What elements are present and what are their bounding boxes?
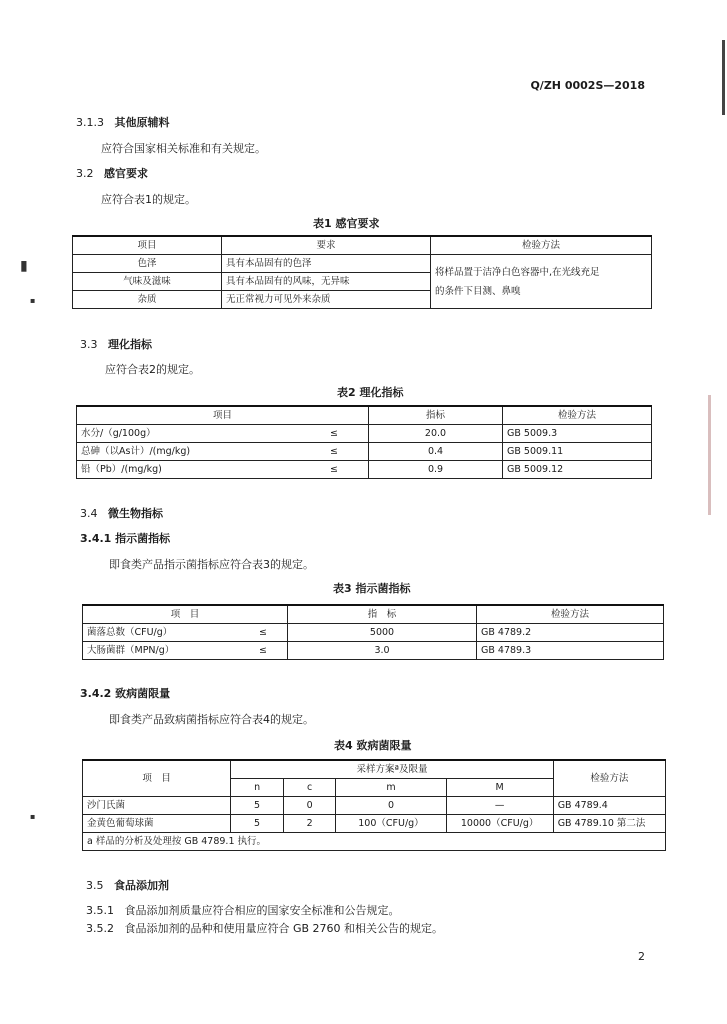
table-header-cell: c (283, 779, 336, 797)
table-cell: GB 5009.12 (503, 461, 652, 479)
table-cell: — (446, 797, 553, 815)
section-number: 3.2 (76, 167, 94, 180)
table-header-row (77, 406, 652, 425)
method-line: 的条件下目测、鼻嗅 (435, 285, 521, 297)
table-cell: 5 (231, 797, 284, 815)
table-cell: GB 5009.11 (503, 443, 652, 461)
table-header-cell: 检验方法 (431, 236, 652, 255)
table-cell: 水分/（g/100g） (77, 425, 301, 443)
table-row (83, 797, 666, 815)
table-header-row (83, 760, 666, 779)
table-cell: 0.4 (369, 443, 503, 461)
table-cell: 杂质 (73, 291, 222, 309)
section-3-1-3-heading (76, 114, 170, 130)
section-3-5-2-text (86, 920, 443, 936)
table-cell: 0 (336, 797, 446, 815)
section-title: 微生物指标 (108, 507, 163, 520)
scan-edge-line (722, 40, 725, 115)
table-cell: 气味及滋味 (73, 273, 222, 291)
table-cell: 0 (283, 797, 336, 815)
section-number: 3.5 (86, 879, 104, 892)
table-cell: 0.9 (369, 461, 503, 479)
table1-sensory (72, 235, 652, 309)
table-header-cell: 要求 (222, 236, 431, 255)
table-cell: 总砷（以As计）/(mg/kg) (77, 443, 301, 461)
section-3-1-3-text: 应符合国家相关标准和有关规定。 (101, 142, 266, 155)
table-header-cell: 项目 (77, 406, 369, 425)
section-number: 3.5.1 (86, 904, 114, 917)
table-cell: 具有本品固有的风味，无异味 (222, 273, 431, 291)
table-header-cell: 检验方法 (503, 406, 652, 425)
table4-pathogen-limits (82, 759, 666, 851)
section-3-4-1-text: 即食类产品指示菌指标应符合表3的规定。 (109, 558, 314, 571)
section-3-5-heading (86, 877, 169, 893)
section-3-4-heading (80, 505, 163, 521)
stamp-fragment (708, 395, 727, 515)
table-header-cell: 项目 (73, 236, 222, 255)
section-title: 食品添加剂 (114, 879, 169, 892)
table-row (83, 815, 666, 833)
table-cell: 金黄色葡萄球菌 (83, 815, 231, 833)
standard-code: Q/ZH 0002S—2018 (530, 79, 645, 92)
lte-symbol: ≤ (300, 425, 369, 443)
table-cell: 100（CFU/g） (336, 815, 446, 833)
table-header-cell: 检验方法 (477, 605, 664, 624)
section-3-4-2-heading: 3.4.2 致病菌限量 (80, 687, 171, 700)
table-header-row (83, 605, 664, 624)
table4-footnote: a 样品的分析及处理按 GB 4789.1 执行。 (83, 833, 666, 851)
table-header-cell: n (231, 779, 284, 797)
table-cell: 铅（Pb）/(mg/kg) (77, 461, 301, 479)
table-cell: 20.0 (369, 425, 503, 443)
table-header-row (73, 236, 652, 255)
table-row (83, 642, 664, 660)
table-cell: 色泽 (73, 255, 222, 273)
section-number: 3.5.2 (86, 922, 114, 935)
punch-hole-mark: ▮ (20, 258, 28, 274)
section-title: 其他原辅料 (114, 116, 170, 129)
table-cell: GB 5009.3 (503, 425, 652, 443)
table-header-cell: 项 目 (83, 760, 231, 797)
table-header-cell: 采样方案ª及限量 (231, 760, 553, 779)
page-number: 2 (638, 950, 645, 963)
table-cell: 5 (231, 815, 284, 833)
table-row (77, 443, 652, 461)
clause-text: 食品添加剂的品种和使用量应符合 GB 2760 和相关公告的规定。 (124, 922, 444, 935)
table-cell: 2 (283, 815, 336, 833)
punch-hole-mark: ▪ (30, 296, 36, 305)
table-row (83, 624, 664, 642)
table-cell: 沙门氏菌 (83, 797, 231, 815)
table4-caption: 表4 致病菌限量 (334, 739, 412, 752)
section-3-2-heading (76, 165, 148, 181)
table-cell: 大肠菌群（MPN/g） (83, 642, 240, 660)
table3-indicator-bacteria (82, 604, 664, 660)
table-cell: 菌落总数（CFU/g） (83, 624, 240, 642)
section-3-2-text: 应符合表1的规定。 (101, 193, 196, 206)
table-note-row (83, 833, 666, 851)
section-3-4-1-heading: 3.4.1 指示菌指标 (80, 532, 171, 545)
table-header-cell: m (336, 779, 446, 797)
table-cell: GB 4789.10 第二法 (553, 815, 665, 833)
table-cell: GB 4789.2 (477, 624, 664, 642)
punch-hole-mark: ▪ (30, 812, 36, 821)
table-cell: 无正常视力可见外来杂质 (222, 291, 431, 309)
section-number: 3.3 (80, 338, 98, 351)
section-title: 感官要求 (104, 167, 148, 180)
table-row (77, 425, 652, 443)
table1-method-cell (431, 255, 652, 309)
table-header-cell: 检验方法 (553, 760, 665, 797)
table2-physicochemical (76, 405, 652, 479)
table-header-cell: 项 目 (83, 605, 288, 624)
table3-caption: 表3 指示菌指标 (333, 582, 411, 595)
lte-symbol: ≤ (239, 624, 288, 642)
section-title: 理化指标 (108, 338, 152, 351)
table-cell: GB 4789.4 (553, 797, 665, 815)
lte-symbol: ≤ (239, 642, 288, 660)
table-row (77, 461, 652, 479)
table1-caption: 表1 感官要求 (313, 217, 380, 230)
table2-caption: 表2 理化指标 (337, 386, 404, 399)
table-cell: 10000（CFU/g） (446, 815, 553, 833)
method-line: 将样品置于洁净白色容器中,在光线充足 (435, 266, 600, 278)
lte-symbol: ≤ (300, 461, 369, 479)
clause-text: 食品添加剂质量应符合相应的国家安全标准和公告规定。 (124, 904, 400, 917)
table-cell: 3.0 (288, 642, 477, 660)
section-number: 3.1.3 (76, 116, 104, 129)
section-3-4-2-text: 即食类产品致病菌指标应符合表4的规定。 (109, 713, 314, 726)
section-number: 3.4 (80, 507, 98, 520)
section-3-5-1-text (86, 902, 400, 918)
section-3-3-text: 应符合表2的规定。 (105, 363, 200, 376)
table-header-cell: 指 标 (288, 605, 477, 624)
table-cell: 具有本品固有的色泽 (222, 255, 431, 273)
table-cell: GB 4789.3 (477, 642, 664, 660)
table-header-cell: M (446, 779, 553, 797)
table-header-cell: 指标 (369, 406, 503, 425)
section-3-3-heading (80, 336, 152, 352)
table-row (73, 255, 652, 273)
table-cell: 5000 (288, 624, 477, 642)
lte-symbol: ≤ (300, 443, 369, 461)
